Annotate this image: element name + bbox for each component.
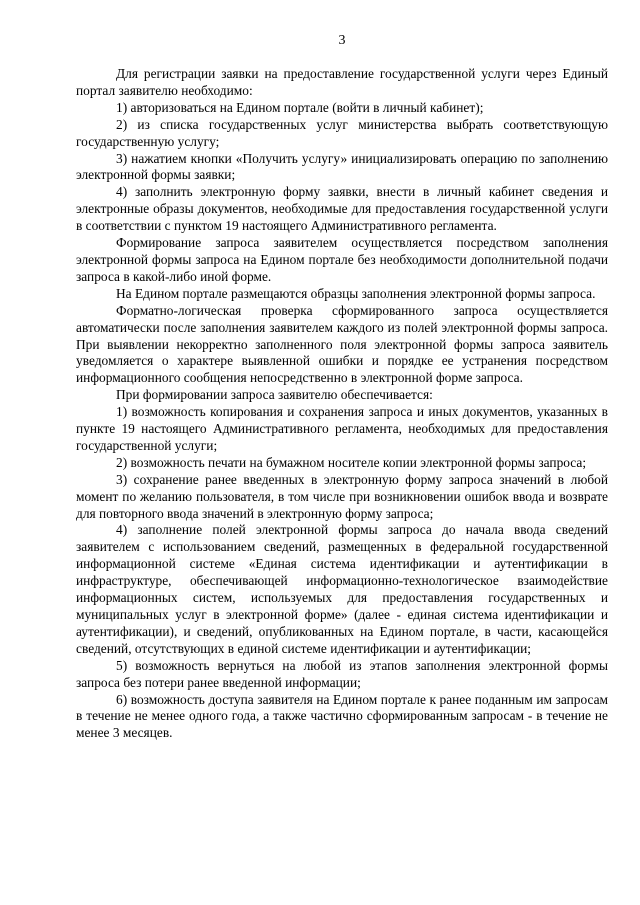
paragraph-feature-4: 4) заполнение полей электронной формы запроса до начала ввода сведений заявителем с использованием сведений, размещенных в федеральной государственной информационной системе «Единая система идентификации и аутентификации в инфраструктуре, обеспечивающей информационно-технологическое взаимодействие информационных систем, используемых для предоставления государственных и муниципальных услуг в электронной форме» (далее - единая система идентификации и аутентификации), и сведений, опубликованных на Едином портале, в части, касающейся сведений, отсутствующих в единой системе идентификации и аутентификации; bbox=[76, 522, 608, 656]
paragraph-provided-features: При формировании запроса заявителю обеспечивается: bbox=[116, 387, 433, 403]
paragraph-format-check: Форматно-логическая проверка сформированного запроса осуществляется автоматически после заполнения заявителем каждого из полей электронной формы запроса. При выявлении некорректно заполненного поля электронной формы запроса заявитель уведомляется о характере выявленной ошибки и порядке ее устранения посредством информационного сообщения непосредственно в электронной форме запроса. bbox=[76, 302, 608, 386]
paragraph-feature-2: 2) возможность печати на бумажном носителе копии электронной формы запроса; bbox=[116, 454, 587, 470]
paragraph-step-1: 1) авторизоваться на Едином портале (войти в личный кабинет); bbox=[116, 99, 484, 115]
paragraph-samples: На Едином портале размещаются образцы заполнения электронной формы запроса. bbox=[116, 285, 596, 301]
paragraph-step-4: 4) заполнить электронную форму заявки, внести в личный кабинет сведения и электронные образы документов, необходимые для предоставления государственной услуги в соответствии с пунктом 19 настоящего Административного регламента. bbox=[76, 184, 608, 234]
paragraph-feature-3: 3) сохранение ранее введенных в электронную форму запроса значений в любой момент по желанию пользователя, в том числе при возникновении ошибок ввода и возврате для повторного ввода значений в электронную форму запроса; bbox=[76, 471, 608, 521]
paragraph-intro: Для регистрации заявки на предоставление государственной услуги через Единый портал заявителю необходимо: bbox=[76, 66, 608, 98]
paragraph-step-2: 2) из списка государственных услуг министерства выбрать соответствующую государственную услугу; bbox=[76, 116, 608, 149]
paragraph-request-forming: Формирование запроса заявителем осуществляется посредством заполнения электронной формы запроса на Едином портале без необходимости дополнительной подачи запроса в какой-либо иной форме. bbox=[76, 235, 608, 284]
paragraph-feature-1: 1) возможность копирования и сохранения запроса и иных документов, указанных в пункте 19 настоящего Административного регламента, необходимых для предоставления государственной услуги; bbox=[76, 404, 608, 453]
paragraph-feature-6: 6) возможность доступа заявителя на Едином портале к ранее поданным им запросам в течение не менее одного года, а также частично сформированным запросам - в течение не менее 3 месяцев. bbox=[76, 691, 608, 741]
document-body bbox=[76, 66, 608, 742]
paragraph-feature-5: 5) возможность вернуться на любой из этапов заполнения электронной формы запроса без потери ранее введенной информации; bbox=[76, 657, 608, 690]
paragraph-step-3: 3) нажатием кнопки «Получить услугу» инициализировать операцию по заполнению электронной формы заявки; bbox=[76, 150, 608, 183]
page-number: 3 bbox=[338, 33, 346, 48]
